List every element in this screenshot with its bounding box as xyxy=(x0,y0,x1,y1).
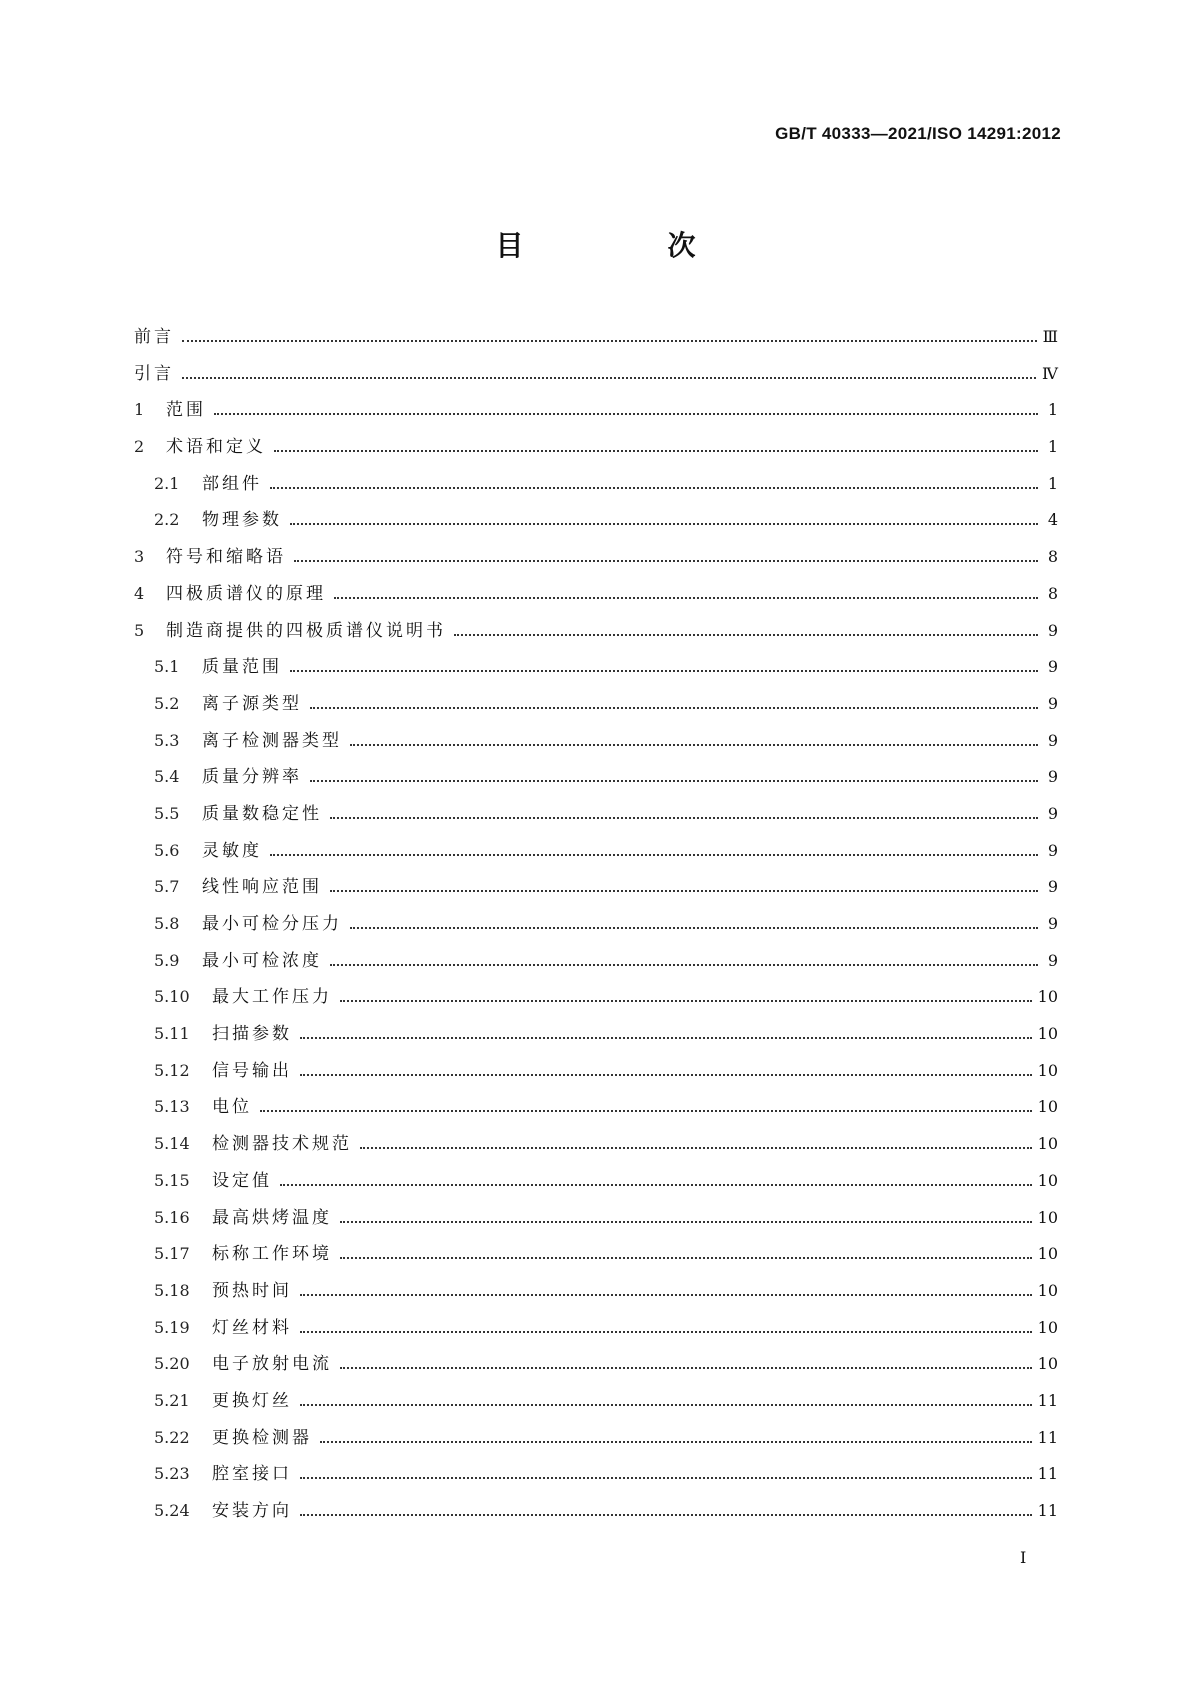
toc-entry-number: 5.7 xyxy=(154,877,180,897)
toc-entry[interactable] xyxy=(134,579,1058,616)
toc-entry-label: 检测器技术规范 xyxy=(212,1134,352,1155)
toc-entry-number: 2.1 xyxy=(154,473,180,493)
toc-entry-number: 5.11 xyxy=(154,1024,190,1044)
toc-dot-leader xyxy=(330,817,1038,819)
toc-entry-number: 5.20 xyxy=(154,1354,190,1374)
toc-entry[interactable] xyxy=(134,1313,1058,1350)
toc-entry-page: 10 xyxy=(1037,1134,1058,1154)
toc-dot-leader xyxy=(310,707,1038,709)
toc-entry-page: 10 xyxy=(1037,1024,1058,1044)
toc-entry-number: 5.16 xyxy=(154,1207,190,1227)
toc-entry-number: 5 xyxy=(134,620,145,640)
toc-entry[interactable] xyxy=(134,1496,1058,1533)
toc-entry[interactable] xyxy=(134,1092,1058,1129)
toc-entry-number: 5.19 xyxy=(154,1317,190,1337)
toc-entry-number: 1 xyxy=(134,400,145,420)
toc-dot-leader xyxy=(360,1147,1032,1149)
toc-entry-label: 前言 xyxy=(134,327,174,347)
toc-entry[interactable] xyxy=(134,1019,1058,1056)
toc-entry-number: 5.15 xyxy=(154,1170,190,1190)
toc-entry-number: 5.6 xyxy=(154,840,180,860)
toc-entry-label: 电子放射电流 xyxy=(212,1354,332,1375)
toc-entry[interactable] xyxy=(134,762,1058,799)
toc-dot-leader xyxy=(454,634,1038,636)
toc-entry-label: 安装方向 xyxy=(212,1501,292,1521)
toc-entry-label: 最高烘烤温度 xyxy=(212,1207,332,1228)
toc-dot-leader xyxy=(300,1331,1032,1333)
toc-entry-page: 10 xyxy=(1037,987,1058,1007)
toc-entry-page: 9 xyxy=(1047,767,1058,787)
toc-entry-page: 9 xyxy=(1047,693,1058,713)
toc-entry-page: Ⅲ xyxy=(1042,327,1058,346)
toc-entry[interactable] xyxy=(134,909,1058,946)
toc-dot-leader xyxy=(214,413,1038,415)
toc-entry-page: 9 xyxy=(1047,657,1058,677)
toc-entry[interactable] xyxy=(134,1129,1058,1166)
toc-entry-page: 11 xyxy=(1037,1464,1058,1484)
toc-entry-page: 1 xyxy=(1047,473,1058,493)
toc-entry-page: 9 xyxy=(1047,950,1058,970)
toc-entry-number: 5.5 xyxy=(154,803,180,823)
toc-dot-leader xyxy=(290,523,1038,525)
toc-dot-leader xyxy=(290,670,1038,672)
toc-entry-label: 腔室接口 xyxy=(212,1464,292,1485)
toc-entry-label: 质量分辨率 xyxy=(202,767,302,788)
toc-entry-label: 质量数稳定性 xyxy=(202,803,322,824)
toc-dot-leader xyxy=(330,890,1038,892)
toc-dot-leader xyxy=(300,1294,1032,1296)
toc-entry-label: 最大工作压力 xyxy=(212,987,332,1008)
toc-entry[interactable] xyxy=(134,469,1058,506)
toc-entry-label: 离子源类型 xyxy=(202,693,302,714)
toc-entry-label: 部组件 xyxy=(202,473,262,494)
toc-entry[interactable] xyxy=(134,1276,1058,1313)
toc-entry[interactable] xyxy=(134,1349,1058,1386)
toc-entry-page: 9 xyxy=(1047,730,1058,750)
toc-entry-number: 5.13 xyxy=(154,1097,190,1117)
toc-dot-leader xyxy=(300,1404,1032,1406)
toc-entry-page: 9 xyxy=(1047,620,1058,640)
toc-entry-page: Ⅳ xyxy=(1042,363,1058,383)
toc-dot-leader xyxy=(320,1441,1032,1443)
toc-entry[interactable] xyxy=(134,322,1058,359)
toc-entry[interactable] xyxy=(134,1459,1058,1496)
toc-entry-number: 5.14 xyxy=(154,1134,190,1154)
toc-entry-number: 5.4 xyxy=(154,767,180,787)
toc-dot-leader xyxy=(340,1000,1032,1002)
toc-entry[interactable] xyxy=(134,982,1058,1019)
toc-entry[interactable] xyxy=(134,872,1058,909)
toc-dot-leader xyxy=(280,1184,1032,1186)
toc-entry-label: 扫描参数 xyxy=(212,1024,292,1045)
toc-entry-label: 电位 xyxy=(212,1097,252,1118)
toc-entry-number: 5.2 xyxy=(154,693,180,713)
toc-dot-leader xyxy=(310,780,1038,782)
toc-entry-label: 灯丝材料 xyxy=(212,1317,292,1338)
toc-entry-number: 5.9 xyxy=(154,950,180,970)
toc-entry-label: 更换灯丝 xyxy=(212,1390,292,1411)
toc-entry-number: 5.1 xyxy=(154,657,180,677)
toc-entry-page: 1 xyxy=(1047,400,1058,420)
toc-entry-label: 质量范围 xyxy=(202,657,282,678)
toc-entry[interactable] xyxy=(134,1166,1058,1203)
toc-entry-label: 范围 xyxy=(166,400,206,421)
toc-entry-label: 灵敏度 xyxy=(202,840,262,861)
toc-entry-number: 5.3 xyxy=(154,730,180,750)
toc-entry-label: 标称工作环境 xyxy=(212,1244,332,1265)
toc-dot-leader xyxy=(350,744,1038,746)
toc-dot-leader xyxy=(334,597,1038,599)
toc-entry[interactable] xyxy=(134,1423,1058,1460)
toc-entry[interactable] xyxy=(134,836,1058,873)
toc-entry-page: 9 xyxy=(1047,877,1058,897)
toc-entry-page: 4 xyxy=(1047,510,1058,530)
toc-entry-label: 术语和定义 xyxy=(166,437,266,458)
toc-entry[interactable] xyxy=(134,505,1058,542)
toc-dot-leader xyxy=(300,1477,1032,1479)
toc-entry-label: 信号输出 xyxy=(212,1060,292,1081)
toc-entry[interactable] xyxy=(134,616,1058,653)
toc-entry-number: 5.21 xyxy=(154,1390,190,1410)
table-of-contents xyxy=(134,322,1058,1533)
toc-entry[interactable] xyxy=(134,1056,1058,1093)
toc-dot-leader xyxy=(270,487,1038,489)
toc-entry-label: 制造商提供的四极质谱仪说明书 xyxy=(166,620,446,641)
toc-entry-label: 预热时间 xyxy=(212,1280,292,1301)
toc-entry[interactable] xyxy=(134,1203,1058,1240)
toc-entry-label: 更换检测器 xyxy=(212,1427,312,1448)
toc-entry-page: 10 xyxy=(1037,1060,1058,1080)
toc-entry-number: 3 xyxy=(134,547,145,567)
toc-entry-number: 5.23 xyxy=(154,1464,190,1484)
toc-dot-leader xyxy=(182,340,1037,342)
toc-entry-page: 8 xyxy=(1047,547,1058,567)
toc-entry-number: 5.22 xyxy=(154,1427,190,1447)
toc-dot-leader xyxy=(294,560,1038,562)
standard-code: GB/T 40333—2021/ISO 14291:2012 xyxy=(775,124,1061,143)
toc-dot-leader xyxy=(182,377,1036,379)
toc-dot-leader xyxy=(300,1514,1032,1516)
toc-entry[interactable] xyxy=(134,432,1058,469)
toc-entry-page: 9 xyxy=(1047,803,1058,823)
toc-entry[interactable] xyxy=(134,652,1058,689)
toc-entry-number: 2 xyxy=(134,437,145,457)
toc-entry-number: 5.10 xyxy=(154,987,190,1007)
toc-entry[interactable] xyxy=(134,1239,1058,1276)
toc-dot-leader xyxy=(340,1257,1032,1259)
toc-entry-page: 1 xyxy=(1047,437,1058,457)
toc-dot-leader xyxy=(300,1037,1032,1039)
toc-entry-label: 符号和缩略语 xyxy=(166,547,286,568)
toc-entry-page: 11 xyxy=(1037,1390,1058,1410)
toc-entry-page: 10 xyxy=(1037,1280,1058,1300)
toc-entry[interactable] xyxy=(134,726,1058,763)
toc-entry[interactable] xyxy=(134,1386,1058,1423)
page-number: I xyxy=(1020,1548,1027,1567)
toc-dot-leader xyxy=(270,854,1038,856)
toc-entry-page: 8 xyxy=(1047,583,1058,603)
toc-entry[interactable] xyxy=(134,689,1058,726)
toc-entry[interactable] xyxy=(134,359,1058,396)
toc-entry-number: 5.8 xyxy=(154,914,180,933)
toc-entry-page: 9 xyxy=(1047,914,1058,933)
toc-dot-leader xyxy=(340,1367,1032,1369)
toc-entry[interactable] xyxy=(134,799,1058,836)
toc-entry-label: 离子检测器类型 xyxy=(202,730,342,751)
toc-entry-label: 线性响应范围 xyxy=(202,877,322,898)
toc-entry-number: 4 xyxy=(134,583,145,603)
toc-entry-page: 11 xyxy=(1037,1501,1058,1520)
toc-entry-number: 5.24 xyxy=(154,1501,190,1520)
toc-entry[interactable] xyxy=(134,946,1058,983)
toc-dot-leader xyxy=(340,1221,1032,1223)
toc-entry-number: 5.12 xyxy=(154,1060,190,1080)
toc-entry-page: 10 xyxy=(1037,1170,1058,1190)
toc-entry-page: 10 xyxy=(1037,1097,1058,1117)
page-title: 目 次 xyxy=(495,229,754,262)
toc-entry-page: 9 xyxy=(1047,840,1058,860)
toc-entry-label: 设定值 xyxy=(212,1170,272,1191)
toc-dot-leader xyxy=(330,964,1038,966)
toc-entry[interactable] xyxy=(134,542,1058,579)
toc-entry-page: 10 xyxy=(1037,1244,1058,1264)
toc-entry-number: 5.17 xyxy=(154,1244,190,1264)
toc-dot-leader xyxy=(300,1074,1032,1076)
toc-entry-page: 10 xyxy=(1037,1207,1058,1227)
toc-entry-label: 引言 xyxy=(134,363,174,384)
toc-entry-page: 10 xyxy=(1037,1354,1058,1374)
toc-entry[interactable] xyxy=(134,395,1058,432)
toc-entry-page: 10 xyxy=(1037,1317,1058,1337)
toc-entry-label: 四极质谱仪的原理 xyxy=(166,583,326,604)
toc-entry-label: 最小可检分压力 xyxy=(202,914,342,934)
toc-entry-number: 5.18 xyxy=(154,1280,190,1300)
toc-entry-label: 最小可检浓度 xyxy=(202,950,322,971)
toc-dot-leader xyxy=(274,450,1038,452)
toc-entry-page: 11 xyxy=(1037,1427,1058,1447)
toc-dot-leader xyxy=(350,927,1038,929)
toc-dot-leader xyxy=(260,1110,1032,1112)
toc-entry-label: 物理参数 xyxy=(202,510,282,531)
toc-entry-number: 2.2 xyxy=(154,510,180,530)
